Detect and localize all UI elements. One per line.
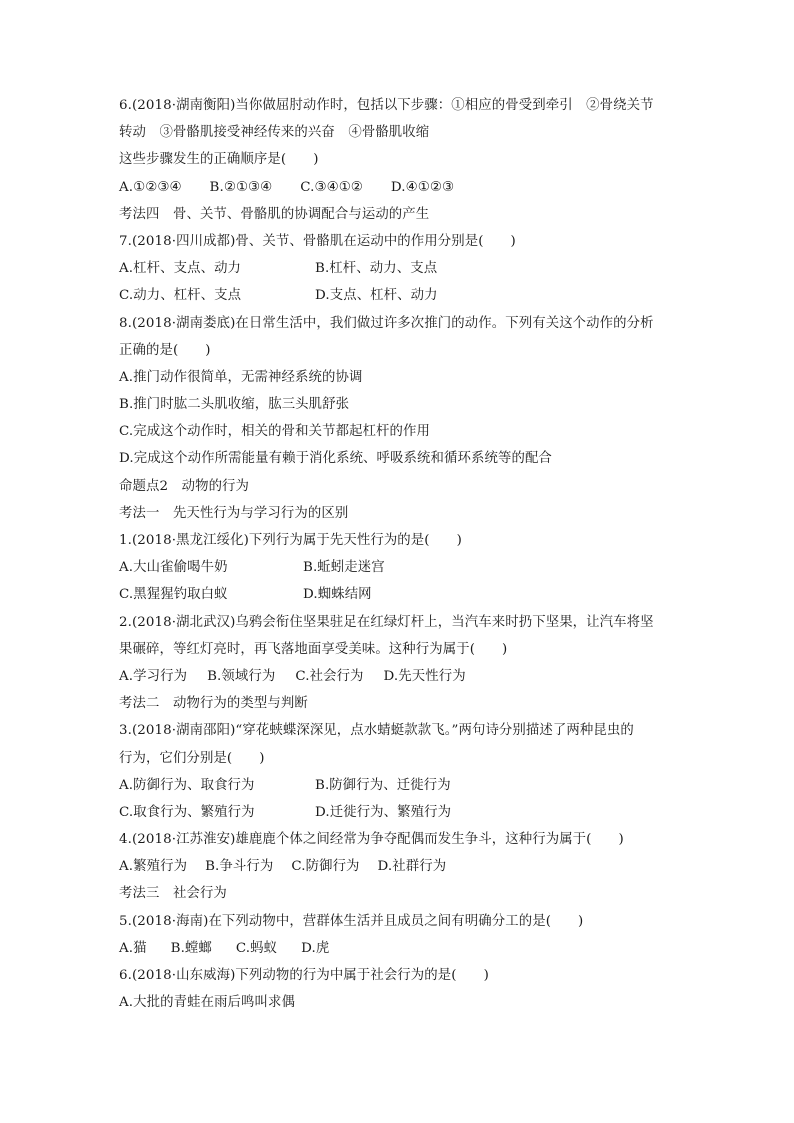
question-8-option-b: B.推门时肱二头肌收缩，肱三头肌舒张 xyxy=(119,397,350,413)
question-2-stem: 2.(2018·湖北武汉)乌鸦会衔住坚果驻足在红绿灯杆上，当汽车来时扔下坚果，让汽车将坚 xyxy=(119,614,654,630)
section-heading-4: 考法四 骨、关节、骨骼肌的协调配合与运动的产生 xyxy=(119,206,430,222)
question-3-stem: 3.(2018·湖南邵阳)“穿花蛱蝶深深见，点水蜻蜓款款飞。”两句诗分别描述了两种昆虫的 xyxy=(119,723,634,739)
option-c: C.黑猩猩钓取白蚁 xyxy=(119,587,228,603)
question-3-options-row1 xyxy=(119,772,679,799)
option-b: B.杠杆、动力、支点 xyxy=(315,261,438,277)
question-8-option-c: C.完成这个动作时，相关的骨和关节都起杠杆的作用 xyxy=(119,424,431,440)
option-a: A.大山雀偷喝牛奶 xyxy=(119,560,228,576)
document-page xyxy=(119,92,679,1016)
question-5-stem: 5.(2018·海南)在下列动物中，营群体生活并且成员之间有明确分工的是( ) xyxy=(119,913,584,929)
option-d: D.支点、杠杆、动力 xyxy=(315,288,438,304)
question-6-stem: 6.(2018·湖南衡阳)当你做屈肘动作时，包括以下步骤：①相应的骨受到牵引 ②骨绕关节 xyxy=(119,98,654,113)
option-a: A.①②③④ xyxy=(119,179,182,195)
question-8-stem-cont: 正确的是( ) xyxy=(119,342,211,358)
option-d: D.虎 xyxy=(301,940,330,956)
option-b: B.争斗行为 xyxy=(205,859,274,875)
question-5-options xyxy=(119,935,679,962)
option-b: B.②①③④ xyxy=(209,179,273,195)
section-heading-3: 考法三 社会行为 xyxy=(119,886,227,902)
question-4-stem: 4.(2018·江苏淮安)雄鹿鹿个体之间经常为争夺配偶而发生争斗，这种行为属于( ) xyxy=(119,832,624,848)
question-6b-option-a: A.大批的青蛙在雨后鸣叫求偶 xyxy=(119,995,296,1011)
question-8-stem: 8.(2018·湖南娄底)在日常生活中，我们做过许多次推门的动作。下列有关这个动作的分析 xyxy=(119,315,654,331)
option-b: B.防御行为、迁徙行为 xyxy=(315,777,451,793)
option-a: A.杠杆、支点、动力 xyxy=(119,261,242,277)
section-heading-2: 考法二 动物行为的类型与判断 xyxy=(119,696,308,712)
question-2-options xyxy=(119,663,679,690)
question-8-option-a: A.推门动作很简单，无需神经系统的协调 xyxy=(119,369,363,385)
option-b: B.领域行为 xyxy=(207,668,276,684)
question-4-options xyxy=(119,853,679,880)
option-c: C.防御行为 xyxy=(291,859,360,875)
question-1-options-row1 xyxy=(119,554,679,581)
question-6-options xyxy=(119,174,679,201)
question-2-stem-cont: 果碾碎，等红灯亮时，再飞落地面享受美味。这种行为属于( ) xyxy=(119,641,508,657)
question-3-stem-cont: 行为，它们分别是( ) xyxy=(119,750,265,766)
option-d: D.④①②③ xyxy=(390,179,455,195)
option-d: D.迁徙行为、繁殖行为 xyxy=(315,804,452,820)
question-1-options-row2 xyxy=(119,581,679,608)
option-a: A.防御行为、取食行为 xyxy=(119,777,255,793)
option-c: C.动力、杠杆、支点 xyxy=(119,288,242,304)
question-6b-stem: 6.(2018·山东威海)下列动物的行为中属于社会行为的是( ) xyxy=(119,968,489,983)
option-a: A.学习行为 xyxy=(119,668,188,684)
question-7-options-row2 xyxy=(119,282,679,309)
question-3-options-row2 xyxy=(119,799,679,826)
option-c: C.蚂蚁 xyxy=(235,940,278,956)
question-6-stem-cont: 转动 ③骨骼肌接受神经传来的兴奋 ④骨骼肌收缩 xyxy=(119,125,430,141)
option-d: D.先天性行为 xyxy=(383,668,466,684)
option-c: C.社会行为 xyxy=(295,668,364,684)
question-1-stem: 1.(2018·黑龙江绥化)下列行为属于先天性行为的是( ) xyxy=(119,533,462,548)
option-a: A.猫 xyxy=(119,940,147,956)
option-a: A.繁殖行为 xyxy=(119,859,188,875)
topic-heading-2: 命题点2 动物的行为 xyxy=(119,478,250,494)
question-7-stem: 7.(2018·四川成都)骨、关节、骨骼肌在运动中的作用分别是( ) xyxy=(119,233,516,249)
question-7-options-row1 xyxy=(119,255,679,282)
section-heading-1: 考法一 先天性行为与学习行为的区别 xyxy=(119,505,349,521)
option-d: D.社群行为 xyxy=(377,859,447,875)
option-b: B.螳螂 xyxy=(170,940,212,956)
question-8-option-d: D.完成这个动作所需能量有赖于消化系统、呼吸系统和循环系统等的配合 xyxy=(119,451,552,467)
option-d: D.蜘蛛结网 xyxy=(303,587,372,603)
option-c: C.取食行为、繁殖行为 xyxy=(119,804,255,820)
option-c: C.③④①② xyxy=(300,179,363,195)
option-b: B.蚯蚓走迷宫 xyxy=(303,560,385,576)
question-6-prompt: 这些步骤发生的正确顺序是( ) xyxy=(119,152,319,168)
